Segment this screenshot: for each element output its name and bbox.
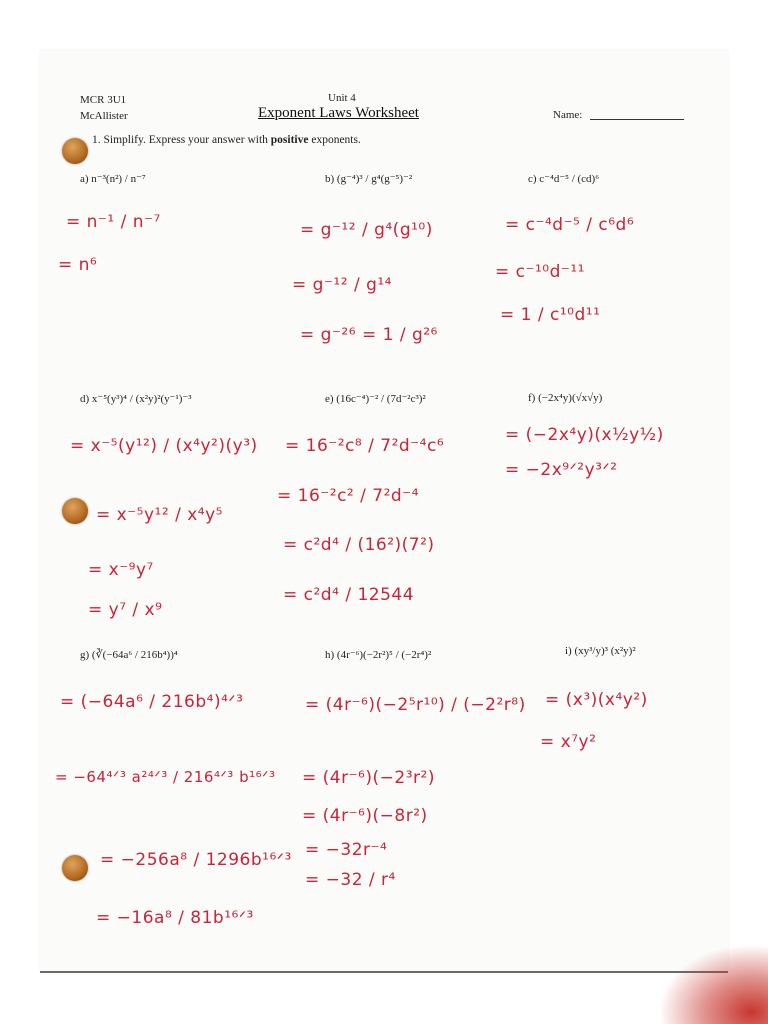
- teacher-name: McAllister: [80, 110, 128, 122]
- instructions-text: Simplify. Express your answer with: [103, 134, 268, 146]
- work-g-4: = −16a⁸ / 81b¹⁶ᐟ³: [96, 908, 254, 928]
- punch-hole-top: [62, 138, 88, 164]
- work-g-3: = −256a⁸ / 1296b¹⁶ᐟ³: [100, 850, 292, 870]
- work-g-2: = −64⁴ᐟ³ a²⁴ᐟ³ / 216⁴ᐟ³ b¹⁶ᐟ³: [55, 768, 276, 786]
- work-g-1: = (−64a⁶ / 216b⁴)⁴ᐟ³: [60, 692, 244, 712]
- question-number: 1.: [92, 134, 101, 146]
- question-i-label: i) (xy³/y)³ (x²y)²: [565, 645, 636, 657]
- work-f-2: = −2x⁹ᐟ²y³ᐟ²: [505, 460, 618, 480]
- work-e-2: = 16⁻²c² / 7²d⁻⁴: [277, 486, 419, 506]
- unit-label: Unit 4: [328, 92, 356, 104]
- question-a-label: a) n⁻³(n²) / n⁻⁷: [80, 173, 146, 185]
- work-c-2: = c⁻¹⁰d⁻¹¹: [495, 262, 585, 282]
- work-d-1: = x⁻⁵(y¹²) / (x⁴y²)(y³): [70, 436, 258, 456]
- work-d-3: = x⁻⁹y⁷: [88, 560, 154, 580]
- work-c-1: = c⁻⁴d⁻⁵ / c⁶d⁶: [505, 215, 635, 235]
- question-c-label: c) c⁻⁴d⁻⁵ / (cd)⁶: [528, 173, 600, 185]
- work-h-2: = (4r⁻⁶)(−2³r²): [302, 768, 435, 788]
- work-h-5: = −32 / r⁴: [305, 870, 396, 890]
- instructions-text-end: exponents.: [311, 134, 361, 146]
- question-h-label: h) (4r⁻⁶)(−2r²)⁵ / (−2r⁴)²: [325, 649, 432, 661]
- work-e-1: = 16⁻²c⁸ / 7²d⁻⁴c⁶: [285, 436, 445, 456]
- work-a-2: = n⁶: [58, 255, 98, 275]
- question-b-label: b) (g⁻⁴)³ / g⁴(g⁻⁵)⁻²: [325, 173, 413, 185]
- question-g-label: g) (∛(−64a⁶ / 216b⁴))⁴: [80, 649, 178, 661]
- punch-hole-bottom: [62, 855, 88, 881]
- name-label: Name:: [553, 109, 583, 121]
- work-h-4: = −32r⁻⁴: [305, 840, 388, 860]
- work-i-1: = (x³)(x⁴y²): [545, 690, 648, 710]
- question-f-label: f) (−2x⁴y)(√x√y): [528, 392, 603, 404]
- work-i-2: = x⁷y²: [540, 732, 597, 752]
- punch-hole-middle: [62, 498, 88, 524]
- instructions: [92, 134, 361, 146]
- work-d-2: = x⁻⁵y¹² / x⁴y⁵: [96, 505, 223, 525]
- work-e-3: = c²d⁴ / (16²)(7²): [283, 535, 435, 555]
- work-a-1: = n⁻¹ / n⁻⁷: [66, 212, 161, 232]
- work-h-1: = (4r⁻⁶)(−2⁵r¹⁰) / (−2²r⁸): [305, 695, 526, 715]
- work-e-4: = c²d⁴ / 12544: [283, 585, 415, 605]
- instructions-emphasis: positive: [270, 134, 309, 146]
- work-h-3: = (4r⁻⁶)(−8r²): [302, 806, 428, 826]
- corner-stain: [658, 944, 768, 1024]
- work-d-4: = y⁷ / x⁹: [88, 600, 163, 620]
- work-b-3: = g⁻²⁶ = 1 / g²⁶: [300, 325, 438, 345]
- page-edge: [40, 971, 728, 973]
- question-d-label: d) x⁻⁵(y³)⁴ / (x²y)²(y⁻¹)⁻³: [80, 393, 192, 405]
- work-b-2: = g⁻¹² / g¹⁴: [292, 275, 392, 295]
- question-e-label: e) (16c⁻⁴)⁻² / (7d⁻²c³)²: [325, 393, 426, 405]
- work-f-1: = (−2x⁴y)(x½y½): [505, 425, 664, 445]
- worksheet-title: Exponent Laws Worksheet: [258, 105, 419, 121]
- course-code: MCR 3U1: [80, 94, 127, 106]
- name-field-line[interactable]: [590, 119, 684, 120]
- work-c-3: = 1 / c¹⁰d¹¹: [500, 305, 601, 325]
- work-b-1: = g⁻¹² / g⁴(g¹⁰): [300, 220, 433, 240]
